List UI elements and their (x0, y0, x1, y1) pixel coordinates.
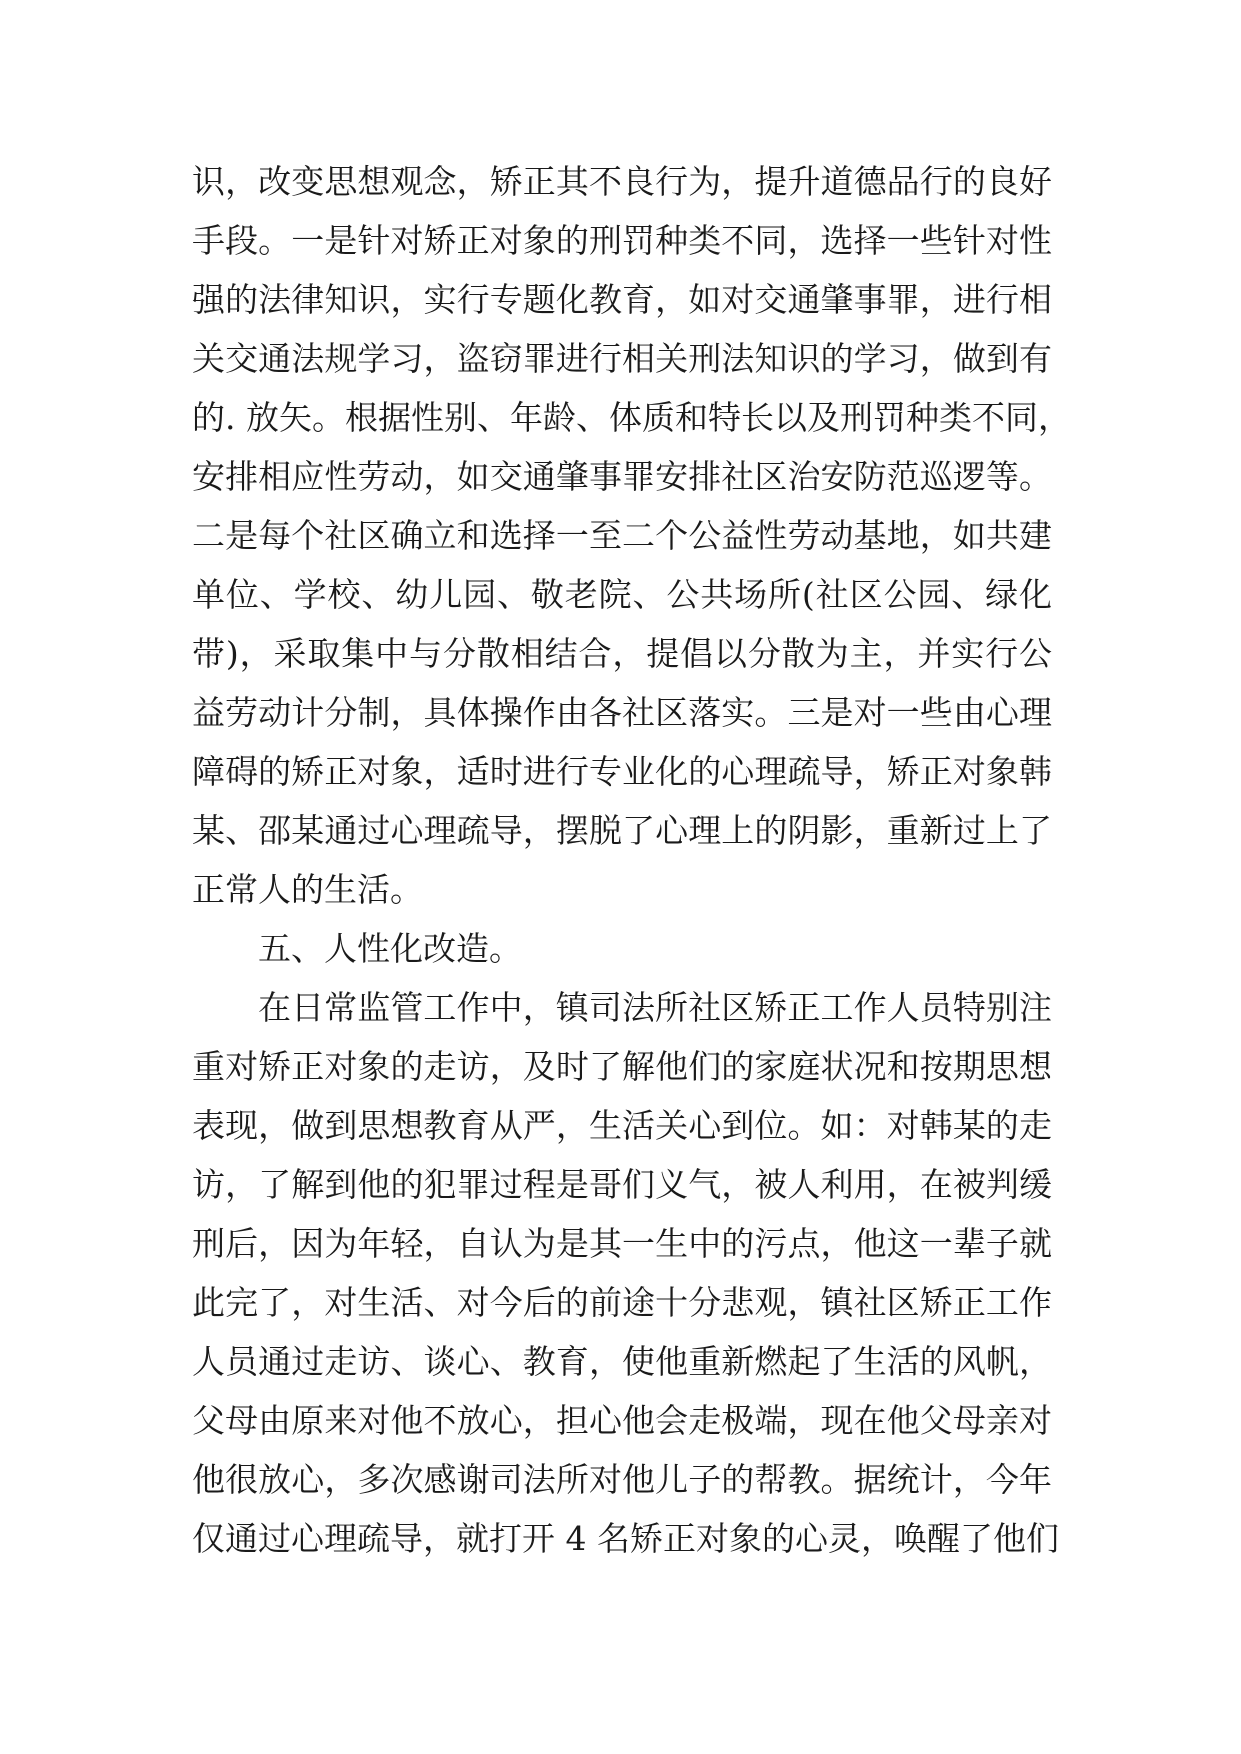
text-line: 二是每个社区确立和选择一至二个公益性劳动基地，如共建 (192, 516, 1052, 555)
text-line: 此完了，对生活、对今后的前途十分悲观，镇社区矫正工作 (192, 1283, 1052, 1322)
text-line: 表现，做到思想教育从严，生活关心到位。如：对韩某的走 (192, 1106, 1052, 1145)
text-line: 刑后，因为年轻，自认为是其一生中的污点，他这一辈子就 (192, 1224, 1052, 1263)
text-line: 某、邵某通过心理疏导，摆脱了心理上的阴影，重新过上了 (192, 811, 1052, 850)
text-line: 仅通过心理疏导，就打开 4 名矫正对象的心灵，唤醒了他们 (192, 1519, 1059, 1558)
text-line: 访，了解到他的犯罪过程是哥们义气，被人利用，在被判缓 (192, 1165, 1052, 1204)
body-text (192, 152, 1071, 1568)
text-line: 安排相应性劳动，如交通肇事罪安排社区治安防范巡逻等。 (192, 457, 1052, 496)
text-line: 障碍的矫正对象，适时进行专业化的心理疏导，矫正对象韩 (192, 752, 1052, 791)
text-line: 带)，采取集中与分散相结合，提倡以分散为主，并实行公 (192, 634, 1052, 673)
text-line: 手段。一是针对矫正对象的刑罚种类不同，选择一些针对性 (192, 221, 1052, 260)
text-line: 父母由原来对他不放心，担心他会走极端，现在他父母亲对 (192, 1401, 1052, 1440)
section-heading: 五、人性化改造。 (258, 929, 522, 968)
paragraph-first-line: 在日常监管工作中，镇司法所社区矫正工作人员特别注 (258, 988, 1052, 1027)
text-line: 人员通过走访、谈心、教育，使他重新燃起了生活的风帆， (192, 1342, 1052, 1381)
text-line: 的. 放矢。根据性别、年龄、体质和特长以及刑罚种类不同， (192, 398, 1071, 437)
text-line: 关交通法规学习，盗窃罪进行相关刑法知识的学习，做到有 (192, 339, 1052, 378)
text-line: 他很放心，多次感谢司法所对他儿子的帮教。据统计，今年 (192, 1460, 1052, 1499)
text-line: 正常人的生活。 (192, 870, 423, 909)
text-line: 重对矫正对象的走访，及时了解他们的家庭状况和按期思想 (192, 1047, 1052, 1086)
text-line: 强的法律知识，实行专题化教育，如对交通肇事罪，进行相 (192, 280, 1052, 319)
text-line: 识，改变思想观念，矫正其不良行为，提升道德品行的良好 (192, 162, 1052, 201)
text-line: 益劳动计分制，具体操作由各社区落实。三是对一些由心理 (192, 693, 1052, 732)
text-line: 单位、学校、幼儿园、敬老院、公共场所(社区公园、绿化 (192, 575, 1052, 614)
